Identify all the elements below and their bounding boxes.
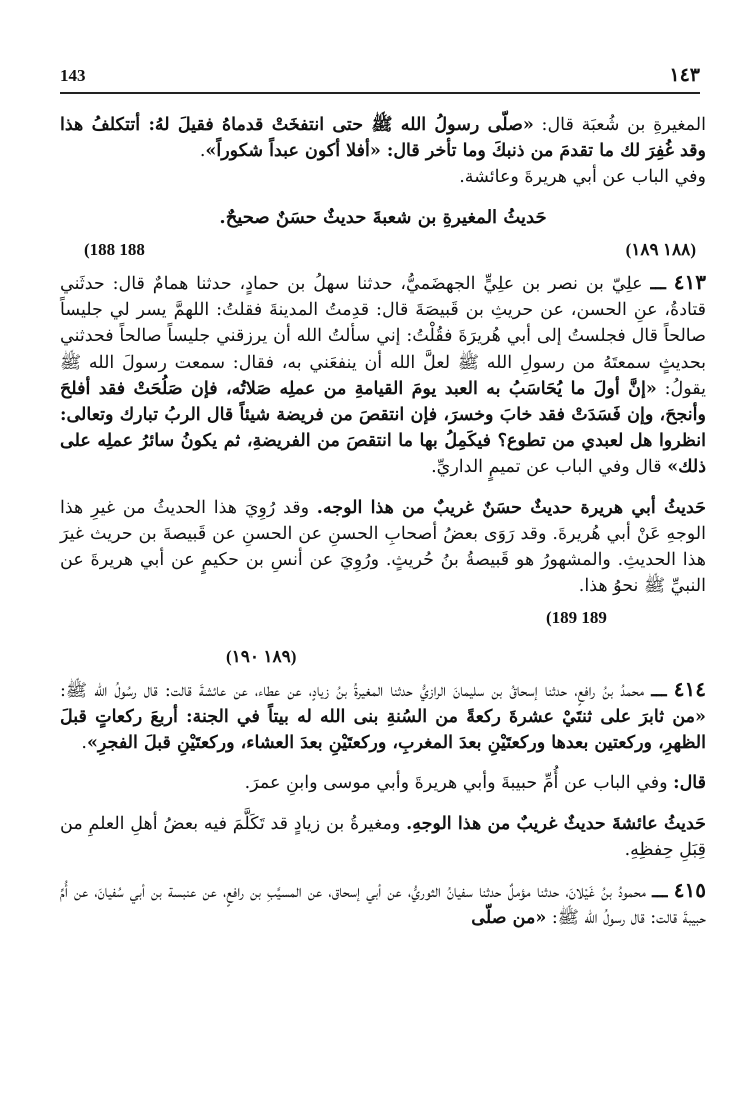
hadith-number: ٤١٤: [673, 676, 706, 701]
verdict: حَديثُ عائشةَ حديثٌ غريبٌ من هذا الوجهِ.: [406, 813, 707, 834]
reference-row: [60, 231, 706, 269]
dash: ـــ: [652, 882, 668, 903]
hadith-quote: «صلّى رسولُ الله ﷺ حتى انتفخَتْ قدماهُ فقيلَ لهُ: أتتكلفُ هذا وقد غُفِرَ لك ما تقدمَ من ذنبكَ وما تأخر قال:: [60, 115, 706, 162]
hadith-quote: «أفلا أكون عبداً شكوراً»: [205, 141, 381, 162]
page-number-arabic: ١٤٣: [669, 64, 700, 86]
page-number-latin: 143: [60, 66, 86, 85]
verdict: حَديثُ أبي هريرة حديثٌ حسَنٌ غريبٌ من هذا الوجه.: [316, 497, 707, 518]
verdict-heading: حَديثُ المغيرةِ بن شعبةَ حديثٌ حسَنٌ صحيحٌ.: [219, 206, 547, 228]
dash: ـــ: [650, 274, 666, 295]
hadith-414: [60, 676, 706, 757]
reference-row: [60, 638, 706, 676]
paragraph-mughira: [60, 112, 706, 164]
hadith-quote: «من ثابرَ على ثنتَيْ عشرةَ ركعةً من السُنةِ بنى الله له بيتاً في الجنة: أربعَ ركعاتٍ قبلَ الظهرِ، وركعتين بعدها وركعتَيْنِ بعدَ المغربِ، وركعتَيْنِ بعدَ العشاء، وركعتَيْنِ قبلَ الفجرِ»: [60, 707, 706, 754]
hadith-quote: «إنَّ أولَ ما يُحَاسَبُ به العبد يومَ القيامةِ من عملِه صَلاتُه، فإن صَلُحَتْ فقد أفلحَ وأنجحَ، وإن فَسَدَتْ فقد خابَ وخسرَ، فإن انتقصَ من فريضة شيئاً قال الربُ تبارك وتعالى: انظروا هل لعبدي من تطوع؟ فيكَمِلُ بها ما انتقصَ من الفريضةِ، ثم يكونُ سائرُ عملِه على ذلك»: [60, 378, 706, 478]
hadith-number: ٤١٣: [673, 270, 706, 295]
isnad-text: علِيّ بن نصر بن علِيٍّ الجهضَميُّ، حدثنا سهلُ بن حمادٍ، حدثنا همامٌ قال: حدثَني قتادةُ، عنِ الحسن، عن حريثِ بن قَبيصَةَ قال: قدِمتُ المدينةَ فقلتُ: اللهمَّ يسر لي جليساً صالحاً قال فجلستُ إلى أبي هُريرَةَ فقُلْتُ: إني سألتُ الله أن يرزقني جليساً صالحاً فحدثني بحديثٍ سمعتَهُ من رسولِ الله ﷺ لعلَّ الله أن ينفعَني به، فقال: سمعت رسولَ الله ﷺ يقولُ:: [60, 274, 707, 399]
hadith-quote: «من صلّى: [471, 908, 547, 929]
reference-arabic: (١٨٨ ١٨٩): [625, 239, 696, 259]
page-header: [60, 66, 700, 94]
verdict-paragraph-3: [60, 811, 706, 863]
reference-row: [60, 599, 706, 637]
page-body: [60, 112, 706, 931]
dash: ـــ: [651, 680, 667, 701]
text: .: [199, 141, 206, 162]
hadith-413: [60, 269, 706, 481]
reference-latin: (189 189: [546, 608, 607, 628]
text: المغيرةِ بن شُعبَة قال:: [533, 115, 706, 135]
reference-latin: (188 188: [84, 239, 145, 259]
isnad-text: محمودُ بنُ غَيْلانَ، حدثنا مؤملٌ حدثنا سفيانُ الثوريُّ، عن أبي إسحاق، عن المسيَّبِ بن رافعٍ، عن عنبسة بن أبي سُفيانَ، عن أُمِّ حبيبةَ قالت: قال رسولُ الله ﷺ:: [60, 882, 706, 929]
hadith-415: [60, 877, 706, 931]
text: قال وفي الباب عن تميمٍ الداريِّ.: [431, 457, 668, 478]
reference-arabic: (١٨٩ ١٩٠): [226, 646, 297, 666]
paragraph-bab: وفي الباب عن أبي هريرةَ وعائشة.: [459, 167, 706, 188]
verdict-paragraph-2: [60, 495, 706, 600]
text: وفي الباب عن أُمِّ حبيبةَ وأبي هريرةَ وأبي موسى وابنِ عمرَ.: [244, 773, 674, 794]
text: .: [81, 733, 87, 754]
text: وقد رُوِيَ هذا الحديثُ من غيرِ هذا الوجهِ عَنْ أبي هُريرةَ. وقد رَوَى بعضُ أصحابِ الحسنِ عن الحسنِ عن قَبيصةَ بن حريث غيرَ هذا الحديثِ. والمشهورُ هو قَبيصةُ بنُ حُريثٍ. ورُوِيَ عن أنسِ بن حكيمٍ عن أبي هريرةَ عن النبيِّ ﷺ نحوُ هذا.: [60, 497, 706, 597]
isnad-text: محمدُ بنُ رافعٍ، حدثنا إسحاقُ بن سليمانَ الرازيُّ حدثنا المغيرةُ بنُ زيادٍ، عن عطاء، عن عائشةَ قالت: قال رسُولُ الله ﷺ:: [60, 680, 645, 701]
text: قال:: [673, 773, 706, 794]
hadith-number: ٤١٥: [673, 878, 706, 903]
paragraph-qal: [60, 770, 706, 796]
text: ومغيرةُ بن زيادٍ قد تَكَلَّمَ فيه بعضُ أهلِ العلمِ من قِبَلِ حِفظِهِ.: [60, 813, 706, 860]
